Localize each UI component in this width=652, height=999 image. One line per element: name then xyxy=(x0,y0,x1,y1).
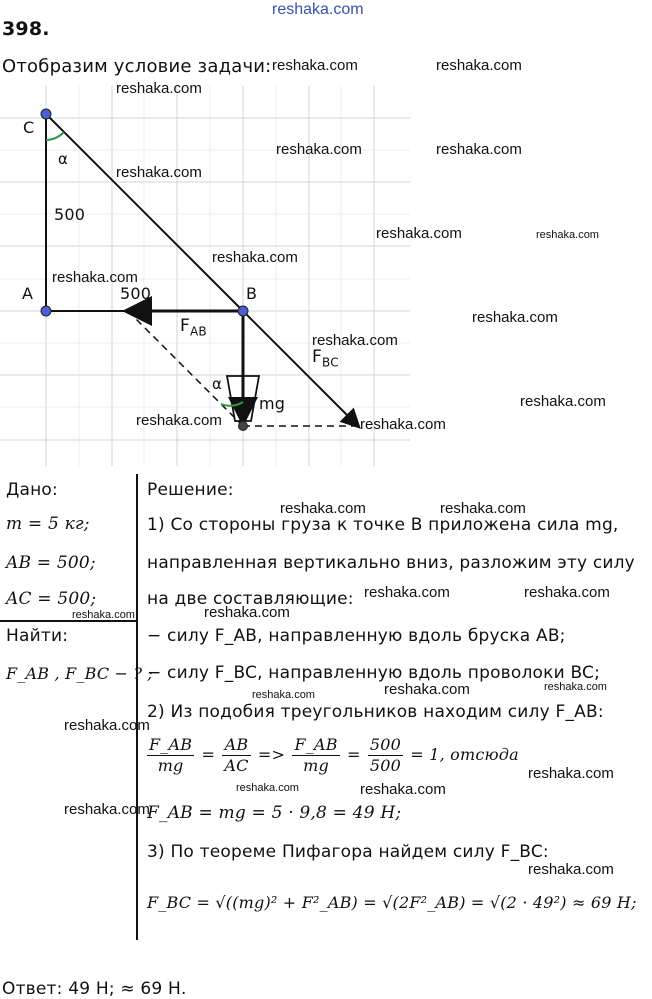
solution-line-4: − силу F_AB, направленную вдоль бруска AB; xyxy=(147,626,566,646)
solution-line-3: на две составляющие: xyxy=(147,589,354,609)
solution-line-5: − силу F_BC, направленную вдоль проволоки BC; xyxy=(147,663,601,683)
column-divider xyxy=(136,474,138,940)
solution-header: Решение: xyxy=(147,480,234,500)
label-force-bc: $F_{BC}$ xyxy=(312,347,339,370)
watermark: reshaka.com xyxy=(136,412,222,429)
point-c-dot xyxy=(41,109,51,119)
watermark: reshaka.com xyxy=(64,717,150,734)
watermark: reshaka.com xyxy=(52,269,138,286)
given-ac: AC = 500; xyxy=(6,589,97,609)
watermark: reshaka.com xyxy=(436,57,522,74)
watermark: reshaka.com xyxy=(524,584,610,601)
watermark: reshaka.com xyxy=(440,500,526,517)
watermark: reshaka.com xyxy=(116,80,202,97)
answer: Ответ: 49 Н; ≈ 69 Н. xyxy=(2,979,187,999)
watermark: reshaka.com xyxy=(520,393,606,410)
problem-number: 398. xyxy=(2,18,50,40)
solution-line-6: 2) Из подобия треугольников находим силу F_AB: xyxy=(147,702,604,722)
point-b-dot xyxy=(238,306,248,316)
label-point-b: B xyxy=(246,284,258,303)
given-header: Дано: xyxy=(6,480,58,500)
solution-line-9: F_BC = √((mg)² + F²_AB) = √(2F²_AB) = √(2 · 49²) ≈ 69 Н; xyxy=(147,893,637,912)
watermark: reshaka.com xyxy=(312,332,398,349)
solution-line-2: направленная вертикально вниз, разложим эту силу xyxy=(147,553,635,573)
fraction-fab-mg-2: $\frac{F\_AB}{mg}$ xyxy=(294,735,338,775)
find-forces: F_AB , F_BC − ? ; xyxy=(6,664,154,683)
intro-text: Отобразим условие задачи: xyxy=(2,56,272,77)
watermark: reshaka.com xyxy=(528,861,614,878)
watermark: reshaka.com xyxy=(544,681,607,693)
watermark: reshaka.com xyxy=(536,229,599,241)
watermark: reshaka.com xyxy=(436,141,522,158)
similarity-equation: $\frac{F\_AB}{mg}$ = $\frac{AB}{AC}$ => $\frac{F\_AB}{mg}$ = $\frac{500}{500}$ = 1, отсюда xyxy=(149,735,519,775)
label-point-a: A xyxy=(22,284,34,303)
label-point-c: C xyxy=(23,118,35,137)
label-alpha-bottom: α xyxy=(212,375,223,393)
watermark: reshaka.com xyxy=(116,164,202,181)
watermark: reshaka.com xyxy=(204,604,290,621)
watermark: reshaka.com xyxy=(236,782,299,794)
watermark: reshaka.com xyxy=(384,681,470,698)
load-dot xyxy=(239,422,248,431)
given-mass: m = 5 кг; xyxy=(6,514,90,534)
watermark: reshaka.com xyxy=(360,416,446,433)
solution-line-7: F_AB = mg = 5 · 9,8 = 49 Н; xyxy=(147,803,402,823)
label-length-ab: 500 xyxy=(120,284,152,303)
angle-arc-top xyxy=(46,132,64,140)
watermark: reshaka.com xyxy=(528,765,614,782)
watermark: reshaka.com xyxy=(272,1,364,18)
point-a-dot xyxy=(41,306,51,316)
fraction-500-500: $\frac{500}{500}$ xyxy=(369,735,401,775)
label-force-ab: $F_{AB}$ xyxy=(180,316,207,339)
label-length-ac: 500 xyxy=(54,205,86,224)
label-alpha-top: α xyxy=(58,150,69,168)
watermark: reshaka.com xyxy=(364,584,450,601)
watermark: reshaka.com xyxy=(376,225,462,242)
solution-line-1: 1) Со стороны груза к точке B приложена сила mg, xyxy=(147,515,619,535)
fraction-ab-ac: $\frac{AB}{AC}$ xyxy=(224,735,249,775)
watermark: reshaka.com xyxy=(276,141,362,158)
find-header: Найти: xyxy=(6,626,69,646)
watermark: reshaka.com xyxy=(212,249,298,266)
given-ab: AB = 500; xyxy=(6,553,96,573)
watermark: reshaka.com xyxy=(64,801,150,818)
watermark: reshaka.com xyxy=(272,57,358,74)
watermark: reshaka.com xyxy=(472,309,558,326)
watermark: reshaka.com xyxy=(252,689,315,701)
watermark: reshaka.com xyxy=(72,609,135,621)
label-mg: mg xyxy=(259,394,286,413)
watermark: reshaka.com xyxy=(360,781,446,798)
fraction-fab-mg: $\frac{F\_AB}{mg}$ xyxy=(149,735,193,775)
solution-line-8: 3) По теореме Пифагора найдем силу F_BC: xyxy=(147,842,549,862)
watermark: reshaka.com xyxy=(280,500,366,517)
